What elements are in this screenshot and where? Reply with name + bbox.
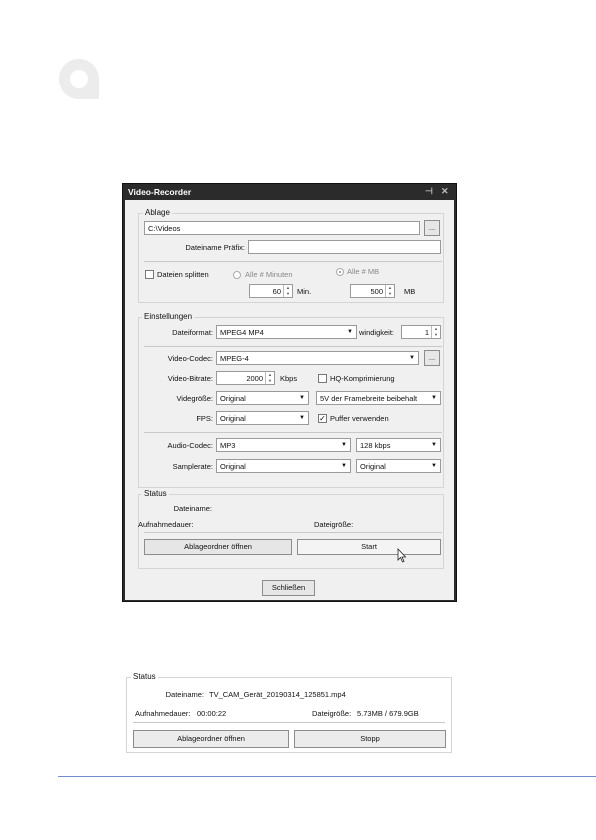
status-recording-panel (126, 672, 452, 753)
chevron-down-icon: ▼ (431, 442, 437, 448)
video-recorder-window (122, 183, 457, 602)
rec-filesize-value: 5.73MB / 679.9GB (357, 709, 419, 718)
mb-spinner[interactable] (350, 284, 395, 298)
browse-button[interactable]: ... (424, 220, 440, 236)
chevron-down-icon: ▼ (431, 463, 437, 469)
size-label: Videgröße: (176, 394, 213, 403)
spinner-arrows-icon[interactable]: ▲ ▼ (265, 372, 274, 384)
spinner-arrows-icon[interactable]: ▲ ▼ (385, 285, 394, 297)
close-icon[interactable]: ✕ (441, 186, 449, 196)
chevron-down-icon: ▼ (431, 395, 437, 401)
audio-codec-select[interactable] (216, 438, 351, 452)
spinner-arrows-icon[interactable]: ▲ ▼ (283, 285, 292, 297)
filename-label: Dateiname: (173, 504, 212, 513)
samplerate-select[interactable] (216, 459, 351, 473)
speed-value: 1 (424, 328, 429, 337)
rec-duration-label: Aufnahmedauer: (135, 709, 191, 718)
radio-mb[interactable] (336, 268, 344, 276)
bitrate-label: Video-Bitrate: (167, 374, 213, 383)
format-select[interactable] (216, 325, 357, 339)
fps-select[interactable] (216, 411, 309, 425)
split-label: Dateien splitten (157, 270, 209, 279)
chevron-down-icon: ▼ (299, 415, 305, 421)
mb-unit: MB (404, 287, 416, 296)
divider (144, 261, 442, 262)
radio-minutes-label: Alle # Minuten (245, 270, 293, 279)
format-label: Dateiformat: (172, 328, 213, 337)
fps-value: Original (220, 414, 246, 423)
status-recording-legend: Status (133, 672, 156, 681)
audio-bitrate-value: 128 kbps (360, 441, 391, 450)
prefix-input[interactable] (248, 240, 441, 254)
chevron-down-icon: ▼ (409, 355, 415, 361)
minutes-value: 60 (272, 287, 281, 296)
video-codec-select[interactable] (216, 351, 419, 365)
rec-filename-value: TV_CAM_Gerät_20190314_125851.mp4 (209, 690, 346, 699)
format-value: MPEG4 MP4 (220, 328, 264, 337)
window-client (125, 200, 454, 600)
fps-label: FPS: (196, 414, 213, 423)
bitrate-value: 2000 (246, 374, 263, 383)
aspect-value: 5V der Framebreite beibehalt (320, 394, 418, 403)
rec-duration-value: 00:00:22 (197, 709, 227, 718)
spinner-arrows-icon[interactable]: ▲ ▼ (431, 326, 440, 338)
video-codec-label: Video-Codec: (167, 354, 213, 363)
ablage-legend: Ablage (145, 208, 170, 217)
audio-codec-value: MP3 (220, 441, 236, 450)
open-folder-button[interactable]: Ablageordner öffnen (144, 539, 292, 555)
divider (144, 346, 442, 347)
audio-bitrate-select[interactable] (356, 438, 441, 452)
samplerate-value: Original (220, 462, 246, 471)
chevron-down-icon: ▼ (299, 395, 305, 401)
divider (144, 532, 442, 533)
rec-open-folder-button[interactable]: Ablageordner öffnen (133, 730, 289, 748)
close-dialog-button[interactable]: Schließen (262, 580, 315, 596)
chevron-down-icon: ▼ (347, 329, 353, 335)
split-checkbox[interactable] (145, 270, 154, 279)
audio-codec-label: Audio-Codec: (167, 441, 213, 450)
radio-mb-label: Alle # MB (347, 267, 380, 276)
chevron-down-icon: ▼ (341, 463, 347, 469)
hq-checkbox[interactable] (318, 374, 327, 383)
bitrate-spinner[interactable] (216, 371, 275, 385)
buffer-checkbox[interactable]: ✓ (319, 414, 326, 423)
divider (144, 432, 442, 433)
duration-label: Aufnahmedauer: (138, 520, 194, 529)
mb-value: 500 (370, 287, 383, 296)
aspect-select[interactable] (316, 391, 441, 405)
samplerate-label: Samplerate: (172, 462, 213, 471)
size-select[interactable] (216, 391, 309, 405)
buffer-label: Puffer verwenden (330, 414, 389, 423)
video-codec-value: MPEG-4 (220, 354, 249, 363)
chevron-down-icon: ▼ (341, 442, 347, 448)
footer-rule (58, 776, 596, 777)
bitrate-unit: Kbps (280, 374, 298, 383)
channels-select[interactable] (356, 459, 441, 473)
divider (133, 722, 445, 723)
prefix-label: Dateiname Präfix: (185, 243, 245, 252)
rec-filename-label: Dateiname: (165, 690, 204, 699)
rec-filesize-label: Dateigröße: (312, 709, 352, 718)
pin-icon[interactable]: ⊣ (425, 186, 433, 196)
brand-logo (57, 57, 101, 101)
speed-spinner[interactable] (401, 325, 441, 339)
filesize-label: Dateigröße: (314, 520, 354, 529)
settings-legend: Einstellungen (144, 312, 193, 321)
radio-minutes[interactable] (233, 271, 241, 279)
stop-button[interactable]: Stopp (294, 730, 446, 748)
speed-label: windigkeit: (359, 328, 395, 337)
minutes-unit: Min. (297, 287, 312, 296)
minutes-spinner[interactable] (249, 284, 293, 298)
status-legend: Status (144, 489, 167, 498)
mouse-cursor-icon (397, 548, 407, 563)
start-button[interactable]: Start (297, 539, 441, 555)
channels-value: Original (360, 462, 386, 471)
codec-options-button[interactable]: ... (424, 350, 440, 366)
window-title: Video-Recorder (128, 187, 192, 197)
size-value: Original (220, 394, 246, 403)
path-input[interactable]: C:\Videos (144, 221, 420, 235)
hq-label: HQ-Komprimierung (330, 374, 395, 383)
title-bar (123, 184, 456, 200)
